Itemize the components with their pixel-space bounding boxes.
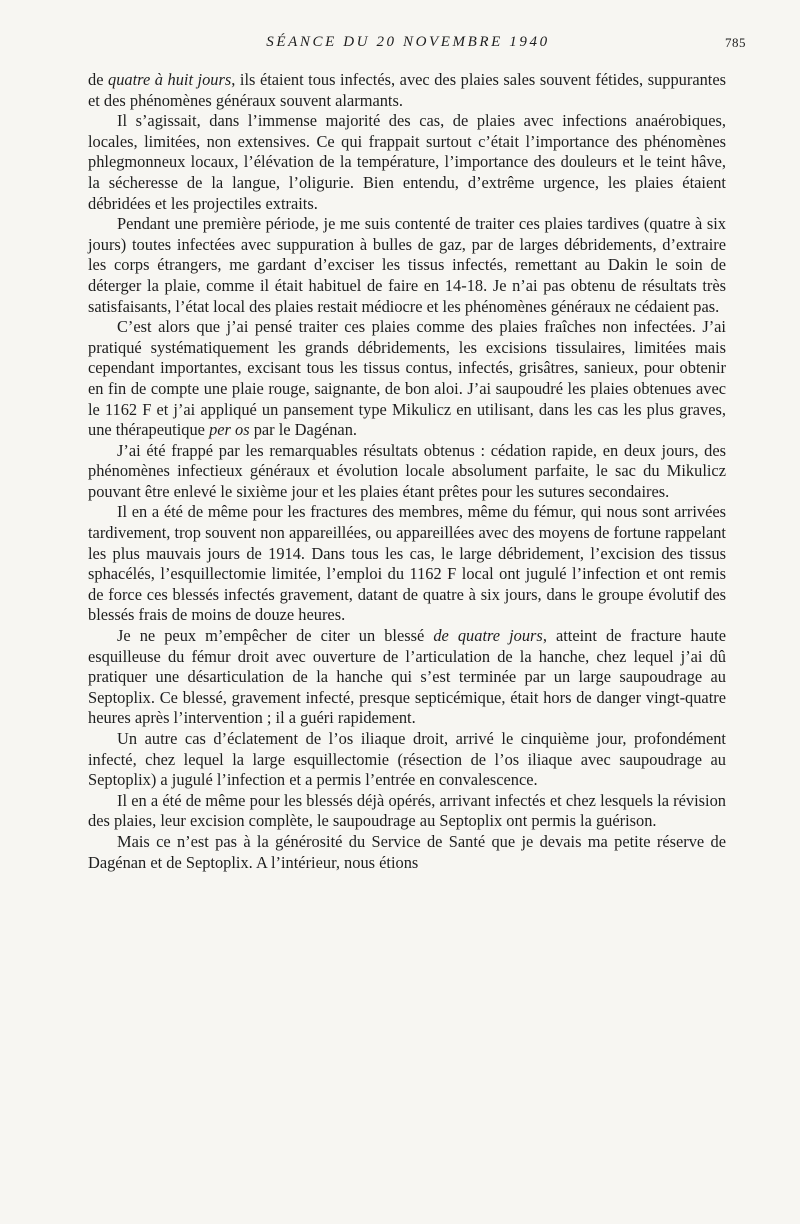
running-title: SÉANCE DU 20 NOVEMBRE 1940 bbox=[266, 34, 550, 50]
text-span: Un autre cas d’éclatement de l’os iliaque droit, arrivé le cinquième jour, profondément infecté, chez lequel la large esquillectomie (résection de l’os iliaque avec saupoudrage au Septoplix) a jugulé l’infection et a permis l’entrée en convalescence. bbox=[88, 729, 726, 790]
italic-span: per os bbox=[209, 420, 250, 440]
paragraph bbox=[88, 626, 726, 729]
page-number: 785 bbox=[725, 35, 746, 50]
text-span: , ils étaient tous infectés, avec des plaies sales souvent fétides, suppurantes et des phénomènes généraux souvent alarmants. bbox=[88, 70, 726, 110]
text-span: J’ai été frappé par les remarquables résultats obtenus : cédation rapide, en deux jours, des phénomènes infectieux généraux et évolution locale absolument parfaite, le sac du Mikulicz pouvant être enlevé le sixième jour et les plaies étant prêtes pour les sutures secondaires. bbox=[88, 440, 726, 501]
paragraph bbox=[88, 791, 726, 832]
text-span: Pendant une première période, je me suis contenté de traiter ces plaies tardives (quatre à six jours) toutes infectées avec suppuration à bulles de gaz, par de larges débridements, d’extraire les corps étrangers, me gardant d’exciser les tissus infectés, remettant au Dakin le soin de déterger la plaie, comme il était habituel de faire en 14-18. Je n’ai pas obtenu de résultats très satisfaisants, l’état local des plaies restait médiocre et les phénomènes généraux ne cédaient pas. bbox=[88, 214, 726, 316]
text-span: C’est alors que j’ai pensé traiter ces plaies comme des plaies fraîches non infectées. J’ai pratiqué systématiquement les grands débridements, les excisions tissulaires, limitées mais cependant importantes, excisant tous les tissus contus, infectés, grisâtres, sanieux, pour obtenir en fin de compte une plaie rouge, saignante, de bon aloi. J’ai saupoudré les plaies obtenues avec le 1162 F et j’ai appliqué un pansement type Mikulicz en utilisant, dans les cas les plus graves, une thérapeutique bbox=[88, 317, 726, 440]
italic-span: quatre à huit jours bbox=[108, 70, 232, 89]
text-span: Il en a été de même pour les fractures des membres, même du fémur, qui nous sont arrivées tardivement, trop souvent non appareillées, ou appareillées avec des moyens de fortune rappelant les plus mauvais jours de 1914. Dans tous les cas, le large débridement, l’excision des tissus sphacélés, l’esquillectomie limitée, l’emploi du 1162 F local ont jugulé l’infection et ont remis de force ces blessés infectés gravement, datant de quatre à six jours, dans le groupe évolutif des blessés frais de moins de douze heures. bbox=[88, 502, 726, 625]
paragraph bbox=[88, 441, 726, 503]
paragraph bbox=[88, 111, 726, 214]
article-body bbox=[88, 70, 726, 873]
text-span: Il s’agissait, dans l’immense majorité des cas, de plaies avec infections anaérobiques, locales, limitées, non extensives. Ce qui frappait surtout c’était l’importance des phénomènes phlegmonneux locaux, l’élévation de la température, l’importance des douleurs et le teint hâve, la sécheresse de la langue, l’oligurie. Bien entendu, d’extrême urgence, les plaies étaient débridées et les projectiles extraits. bbox=[88, 111, 726, 213]
paragraph bbox=[88, 317, 726, 441]
text-span: , atteint de fracture haute esquilleuse du fémur droit avec ouverture de l’articulation de la hanche, chez lequel j’ai dû pratiquer une désarticulation de la hanche qui s’est terminée par un large saupoudrage au Septoplix. Ce blessé, gravement infecté, presque septicémique, était hors de danger vingt-quatre heures après l’intervention ; il a guéri rapidement. bbox=[88, 626, 726, 728]
italic-span: de quatre jours bbox=[433, 626, 543, 646]
text-span: par le Dagénan. bbox=[249, 420, 357, 440]
paragraph bbox=[88, 214, 726, 317]
paragraph bbox=[88, 502, 726, 626]
paragraph-lead: de bbox=[88, 70, 109, 89]
paragraph bbox=[88, 832, 726, 873]
paragraph bbox=[88, 70, 726, 111]
text-span: Je ne peux m’empêcher de citer un blessé bbox=[117, 626, 434, 646]
text-span: Mais ce n’est pas à la générosité du Service de Santé que je devais ma petite réserve de Dagénan et de Septoplix. A l’intérieur, nous étions bbox=[88, 831, 726, 872]
page-header bbox=[88, 34, 746, 54]
paragraph bbox=[88, 729, 726, 791]
text-span: Il en a été de même pour les blessés déjà opérés, arrivant infectés et chez lesquels la révision des plaies, leur excision complète, le saupoudrage au Septoplix ont permis la guérison. bbox=[88, 790, 726, 831]
